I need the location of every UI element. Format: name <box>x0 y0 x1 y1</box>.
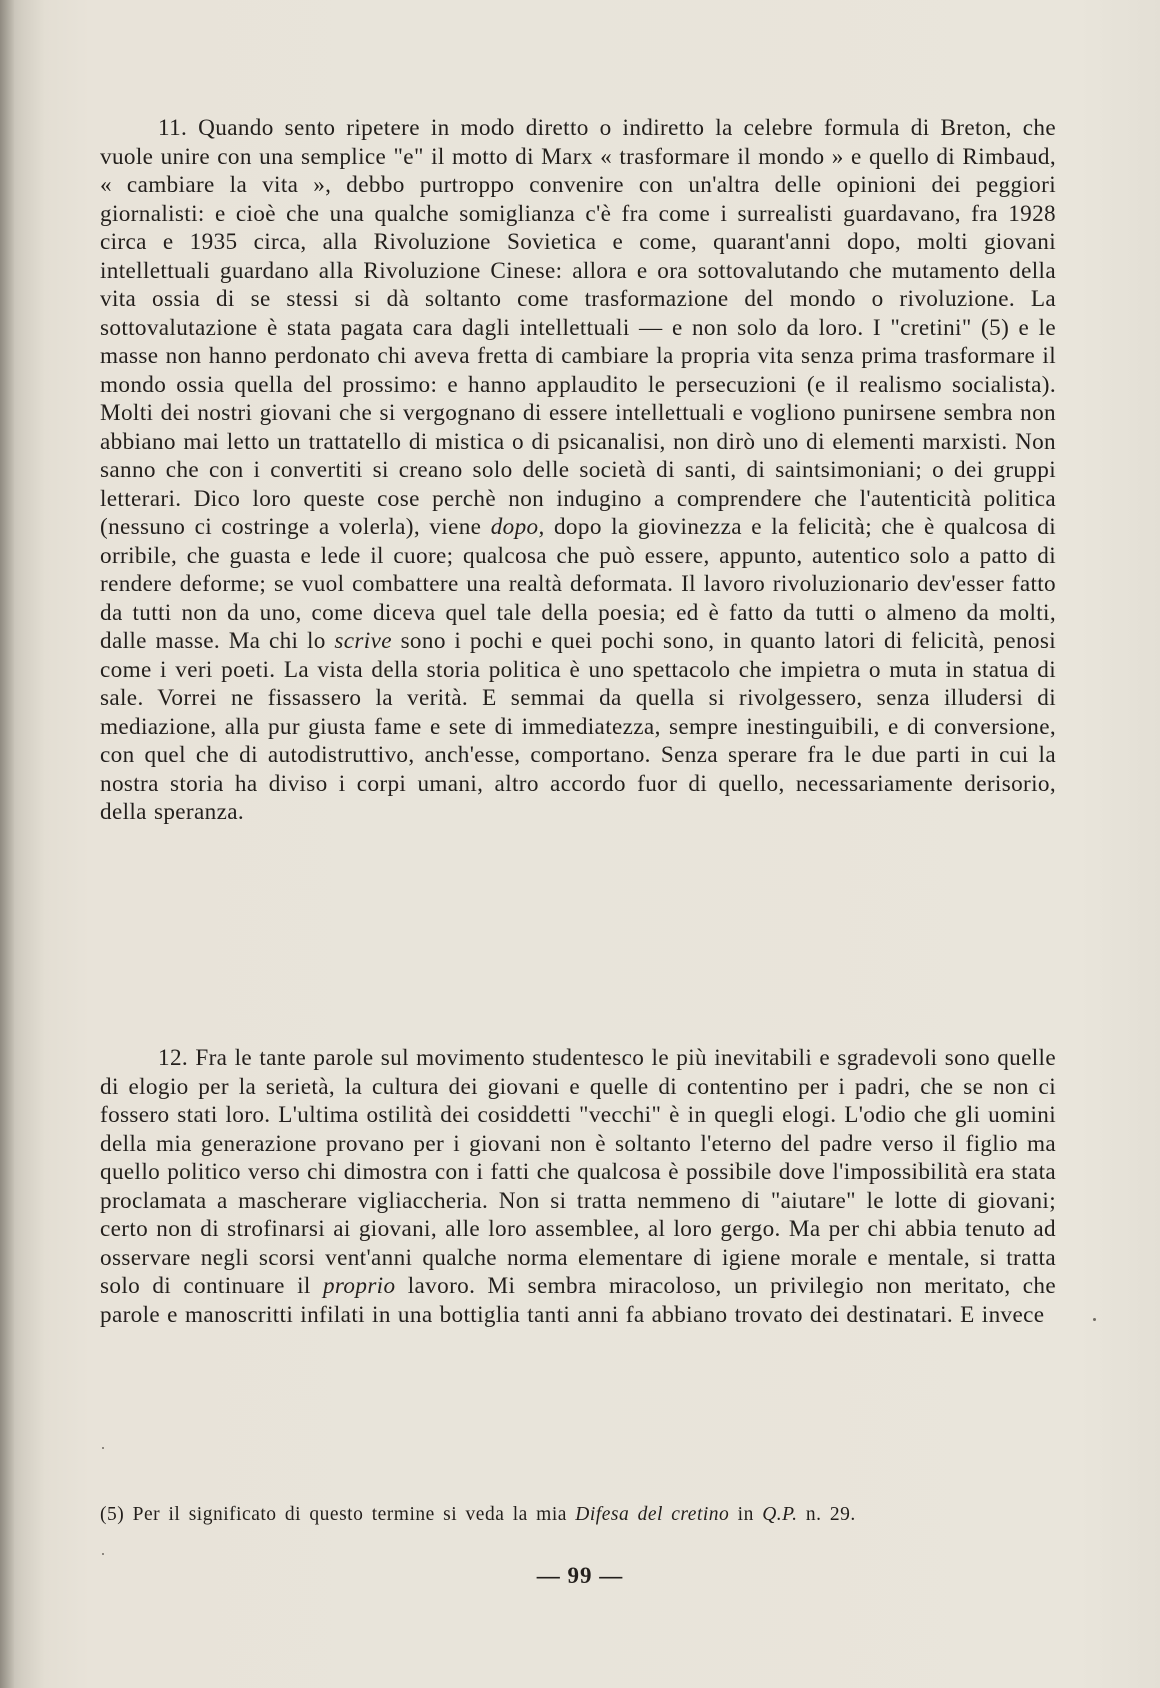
footnote-title: Difesa del cretino <box>575 1504 730 1525</box>
footnote-text: n. 29. <box>805 1504 856 1525</box>
footnote-journal: Q.P. <box>762 1504 798 1525</box>
page-number: — 99 — <box>536 1563 624 1588</box>
paragraph-12-text-part-1: Fra le tante parole sul movimento studentesco le più inevitabili e sgradevoli sono quelle di elogio per la serietà, la cultura dei giovani e quelle di contentino per i padri, che se non ci fossero stati loro. L'ultima ostilità dei cosiddetti "vecchi" è in quegli elogi. L'odio che gli uomini della mia generazione provano per i giovani non è soltanto l'eterno del padre verso il figlio ma quello politico verso chi dimostra con i fatti che qualcosa è possibile dove l'impossibilità era stata proclamata a mascherare vigliaccheria. Non si tratta nemmeno di "aiutare" le lotte di giovani; certo non di strofinarsi ai giovani, alle loro assemblee, al loro gergo. Ma per chi abbia tenuto ad osservare negli scorsi vent'anni qualche norma elementare di igiene morale e mentale, si tratta solo di continuare il <box>100 1045 1056 1299</box>
paragraph-12-text-part-2: lavoro. Mi sembra miracoloso, un privilegio non meritato, che parole e manoscritti infilati in una bottiglia tanti anni fa abbiano trovato dei destinatari. E invece <box>100 1273 1056 1328</box>
footnote-text: in <box>737 1504 754 1525</box>
italic-word: dopo, <box>490 514 545 540</box>
paragraph-11-text-part-3: sono i pochi e quei pochi sono, in quanto latori di felicità, penosi come i veri poeti. La vista della storia politica è uno spettacolo che impietra o muta in statua di sale. Vorrei ne fissassero la verità. E semmai da quella si rivolgessero, senza illudersi di mediazione, alla pur giusta fame e sete di immediatezza, sempre inestinguibili, e di conversione, con quel che di autodistruttivo, anch'esse, comportano. Senza sperare fra le due parti in cui la nostra storia ha diviso i corpi umani, altro accordo fuor di quello, necessariamente derisorio, della speranza. <box>100 628 1056 825</box>
paper-speck <box>102 1447 104 1449</box>
paragraph-number: 11. <box>158 115 188 141</box>
paragraph-11-text-part-1: Quando sento ripetere in modo diretto o indiretto la celebre formula di Breton, che vuole unire con una semplice "e" il motto di Marx « trasformare il mondo » e quello di Rimbaud, « cambiare la vita », debbo purtroppo convenire con un'altra delle opinioni dei peggiori giornalisti: e cioè che una qualche somiglianza c'è fra come i surrealisti guardavano, fra 1928 circa e 1935 circa, alla Rivoluzione Sovietica e come, quarant'anni dopo, molti giovani intellettuali guardano alla Rivoluzione Cinese: allora e ora sottovalutando che mutamento della vita ossia di se stessi si dà soltanto come trasformazione del mondo o rivoluzione. La sottovalutazione è stata pagata cara dagli intellettuali — e non solo da loro. I "cretini" (5) e le masse non hanno perdonato chi aveva fretta di cambiare la propria vita senza prima trasformare il mondo ossia quella del prossimo: e hanno applaudito le persecuzioni (e il realismo socialista). Molti dei nostri giovani che si vergognano di essere intellettuali e vogliono punirsene sembra non abbiano mai letto un trattatello di mistica o di psicanalisi, non dirò uno di elementi marxisti. Non sanno che con i convertiti si creano solo delle società di santi, di saintsimoniani; o dei gruppi letterari. Dico loro queste cose perchè non indugino a comprendere che l'autenticità politica (nessuno ci costringe a volerla), viene <box>100 115 1056 540</box>
footnote <box>100 1502 1056 1528</box>
paragraph-11-text <box>100 114 1056 827</box>
paper-speck <box>1093 1318 1096 1321</box>
paragraph-11-text-part-2: dopo la giovinezza e la felicità; che è qualcosa di orribile, che guasta e lede il cuore; qualcosa che può essere, appunto, autentico solo a patto di rendere deforme; se vuol combattere una realtà deformata. Il lavoro rivoluzionario dev'esser fatto da tutti non da uno, come diceva quel tale della poesia; ed è fatto da tutti o almeno da molti, dalle masse. Ma chi lo <box>100 514 1056 654</box>
paragraph-12-text <box>100 1044 1056 1329</box>
page-spine-shadow <box>0 0 14 1688</box>
paragraph-12 <box>100 1044 1056 1329</box>
paragraph-11 <box>100 114 1056 827</box>
italic-word: proprio <box>322 1273 396 1299</box>
italic-word: scrive <box>334 628 392 654</box>
footnote-text: Per il significato di questo termine si veda la mia <box>132 1504 567 1525</box>
footnote-marker: (5) <box>100 1504 125 1525</box>
paper-speck <box>102 1553 104 1555</box>
paragraph-number: 12. <box>158 1045 189 1071</box>
